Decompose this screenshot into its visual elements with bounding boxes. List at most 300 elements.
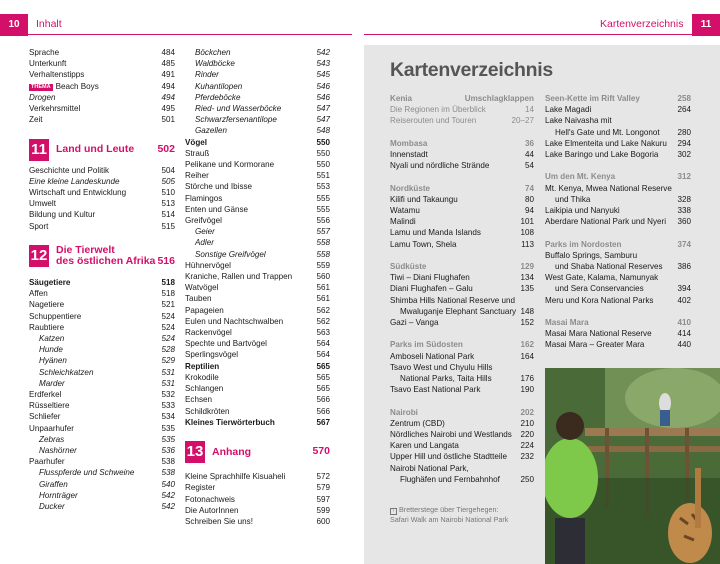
section-heading[interactable] <box>545 239 691 250</box>
toc-entry[interactable] <box>29 209 175 220</box>
toc-entry[interactable] <box>545 205 691 216</box>
arrow-icon: › <box>390 508 397 515</box>
entry-page: 542 <box>316 48 330 57</box>
entry-title <box>390 205 521 216</box>
entry-page: 20–27 <box>511 116 534 126</box>
entry-text: Masai Mara National Reserve <box>545 329 652 339</box>
toc-entry[interactable] <box>185 170 330 181</box>
toc-entry[interactable] <box>185 114 330 125</box>
entry-text: Eulen und Nachtschwalben <box>185 316 284 326</box>
entry-page: 202 <box>520 407 534 417</box>
toc-entry[interactable] <box>545 115 691 126</box>
entry-title <box>29 299 157 310</box>
entry-text: Fotonachweis <box>185 494 235 504</box>
entry-page: 74 <box>524 183 534 193</box>
entry-title <box>545 239 673 250</box>
entry-page: 258 <box>677 94 691 103</box>
entry-page: 566 <box>316 395 330 405</box>
entry-page: 528 <box>161 345 175 355</box>
entry-text: Sperlingsvögel <box>185 350 239 360</box>
entry-text: Lamu Town, Shela <box>390 239 457 249</box>
entry-text: Katzen <box>39 334 65 344</box>
toc-entry[interactable] <box>390 306 534 317</box>
entry-title <box>29 479 157 490</box>
entry-text: Umwelt <box>29 199 56 209</box>
entry-page: 491 <box>161 70 175 80</box>
toc-entry[interactable] <box>390 295 534 306</box>
toc-entry[interactable] <box>29 344 175 355</box>
entry-title <box>185 92 312 103</box>
entry-page: 402 <box>677 295 691 305</box>
entry-title <box>545 261 673 272</box>
entry-text: Südküste <box>390 262 427 271</box>
entry-text: Masai Mara <box>545 318 589 328</box>
toc-entry[interactable] <box>29 467 175 478</box>
toc-entry[interactable] <box>545 216 691 227</box>
toc-entry[interactable] <box>29 165 175 176</box>
toc-entry[interactable] <box>29 187 175 198</box>
entry-page: 494 <box>161 92 175 102</box>
toc-entry[interactable] <box>185 282 330 293</box>
entry-text: Vögel <box>185 137 208 147</box>
chapter-11-heading[interactable] <box>29 139 175 161</box>
toc-entry[interactable] <box>185 394 330 405</box>
entry-text: und Thika <box>555 194 591 204</box>
toc-entry[interactable] <box>185 349 330 360</box>
entry-page: 599 <box>316 505 330 515</box>
entry-text: Waldböcke <box>195 59 235 69</box>
entry-text: Hornträger <box>39 490 78 500</box>
toc-entry[interactable] <box>29 434 175 445</box>
toc-entry[interactable] <box>29 322 175 333</box>
toc-entry[interactable] <box>185 372 330 383</box>
chapter-number: 13 <box>185 441 205 463</box>
entry-title <box>390 115 507 126</box>
entry-title <box>29 114 157 125</box>
entry-text: Kleine Sprachhilfe Kisuaheli <box>185 472 286 482</box>
toc-entry[interactable] <box>390 451 534 462</box>
entry-text: Kuhantilopen <box>195 81 243 91</box>
toc-entry[interactable] <box>545 149 691 160</box>
toc-entry[interactable] <box>29 176 175 187</box>
entry-text: Tauben <box>185 294 212 304</box>
entry-text: Krokodile <box>185 372 219 382</box>
caption-line-2: Safari Walk am Nairobi National Park <box>390 515 509 524</box>
entry-text: Tsavo West und Chyulu Hills <box>390 362 493 372</box>
entry-page: 557 <box>316 227 330 237</box>
entry-text: Gazellen <box>195 126 227 136</box>
entry-page: 518 <box>161 289 175 299</box>
photo-illustration <box>545 368 720 564</box>
entry-page: 485 <box>161 59 175 69</box>
entry-title <box>29 69 157 80</box>
entry-text: Kilifi und Takaungu <box>390 194 458 204</box>
toc-entry[interactable] <box>29 355 175 366</box>
entry-page: 540 <box>161 479 175 489</box>
toc-entry[interactable] <box>185 327 330 338</box>
toc-entry[interactable] <box>185 494 330 505</box>
entry-title <box>185 338 312 349</box>
toc-entry[interactable] <box>545 104 691 115</box>
entry-title <box>390 183 521 194</box>
entry-title <box>545 183 687 194</box>
entry-page: 394 <box>677 284 691 294</box>
toc-entry[interactable] <box>185 226 330 237</box>
entry-text: Lamu und Manda Islands <box>390 228 481 238</box>
entry-text: Hyänen <box>39 356 67 366</box>
section-heading[interactable] <box>545 93 691 104</box>
toc-entry[interactable] <box>390 239 534 250</box>
entry-page: 440 <box>677 340 691 350</box>
toc-entry[interactable] <box>185 316 330 327</box>
entry-page: 572 <box>316 472 330 482</box>
entry-text: Reiher <box>185 171 209 181</box>
toc-entry[interactable] <box>545 339 691 350</box>
entry-text: Paarhufer <box>29 457 65 467</box>
entry-title <box>29 81 157 92</box>
toc-entry[interactable] <box>545 261 691 272</box>
toc-entry[interactable] <box>390 362 534 373</box>
toc-entry[interactable] <box>390 474 534 485</box>
entry-text: Enten und Gänse <box>185 204 248 214</box>
toc-entry[interactable] <box>390 160 534 171</box>
toc-entry[interactable] <box>390 429 534 440</box>
entry-page: 44 <box>524 150 534 159</box>
toc-entry[interactable] <box>185 482 330 493</box>
entry-text: Karen und Langata <box>390 441 459 451</box>
entry-title <box>185 282 312 293</box>
entry-text: Hell's Gate und Mt. Longonot <box>555 127 660 137</box>
toc-entry[interactable] <box>545 283 691 294</box>
entry-page: 566 <box>316 406 330 416</box>
toc-entry[interactable] <box>545 295 691 306</box>
entry-title <box>545 250 687 261</box>
entry-text: Ducker <box>39 502 65 512</box>
toc-entry[interactable] <box>390 205 534 216</box>
entry-title <box>545 127 673 138</box>
chapter-page: 570 <box>312 445 330 458</box>
entry-title <box>390 149 521 160</box>
toc-entry[interactable] <box>29 378 175 389</box>
entry-page: 555 <box>316 193 330 203</box>
entry-text: Böckchen <box>195 48 231 57</box>
toc-entry[interactable] <box>185 81 330 92</box>
toc-entry[interactable] <box>29 456 175 467</box>
entry-title <box>390 239 517 250</box>
entry-text: und Shaba National Reserves <box>555 262 663 272</box>
entry-page: 113 <box>521 239 534 249</box>
toc-entry[interactable] <box>185 69 330 80</box>
entry-title <box>545 295 673 306</box>
entry-text: Lake Baringo und Lake Bogoria <box>545 150 659 160</box>
section-heading[interactable] <box>390 93 534 104</box>
entry-page: 535 <box>161 423 175 433</box>
entry-text: Hühnervögel <box>185 260 231 270</box>
entry-page: 515 <box>161 221 175 231</box>
entry-title <box>29 490 157 501</box>
entry-page: 553 <box>316 182 330 192</box>
entry-page: 551 <box>316 171 330 181</box>
entry-title <box>185 305 312 316</box>
entry-page: 561 <box>316 294 330 304</box>
toc-entry[interactable] <box>185 249 330 260</box>
entry-title <box>545 205 673 216</box>
entry-page: 338 <box>677 206 691 216</box>
entry-title <box>29 176 157 187</box>
toc-entry[interactable] <box>185 125 330 136</box>
entry-title <box>185 81 312 92</box>
toc-entry[interactable] <box>29 311 175 322</box>
entry-page: 550 <box>316 160 330 170</box>
toc-entry[interactable] <box>545 127 691 138</box>
entry-text: Kraniche, Rallen und Trappen <box>185 272 293 282</box>
entry-text: Pelikane und Kormorane <box>185 160 275 170</box>
entry-text: Mt. Kenya, Mwea National Reserve <box>545 183 672 193</box>
entry-title <box>29 423 157 434</box>
toc-entry[interactable] <box>29 479 175 490</box>
toc-entry[interactable] <box>29 69 175 80</box>
toc-entry[interactable] <box>29 501 175 512</box>
entry-text: Echsen <box>185 395 212 405</box>
toc-entry[interactable] <box>545 194 691 205</box>
entry-text: Parks im Südosten <box>390 340 463 350</box>
entry-page: 550 <box>316 148 330 158</box>
entry-page: 564 <box>316 339 330 349</box>
entry-title <box>29 445 157 456</box>
entry-page: 414 <box>677 329 691 339</box>
section-heading[interactable] <box>390 339 534 350</box>
entry-title <box>185 114 312 125</box>
toc-entry[interactable] <box>29 423 175 434</box>
entry-text: Reptilien <box>185 361 220 371</box>
entry-text: Nördliches Nairobi und Westlands <box>390 430 512 440</box>
entry-title <box>185 417 312 428</box>
entry-title <box>185 316 312 327</box>
toc-entry[interactable] <box>29 333 175 344</box>
entry-page: 360 <box>677 217 691 227</box>
running-header-right: Kartenverzeichnis <box>600 18 684 30</box>
entry-title <box>185 237 312 248</box>
section-heading[interactable] <box>545 171 691 182</box>
entry-title <box>390 138 521 149</box>
entry-text: Störche und Ibisse <box>185 182 253 192</box>
toc-entry[interactable] <box>29 114 175 125</box>
entry-text: Mombasa <box>390 138 428 148</box>
toc-entry[interactable] <box>185 260 330 271</box>
entry-page: 531 <box>161 378 175 388</box>
toc-entry[interactable] <box>185 58 330 69</box>
toc-entry[interactable] <box>185 305 330 316</box>
toc-entry[interactable] <box>390 351 534 362</box>
entry-page: 129 <box>520 262 534 271</box>
entry-title <box>29 378 157 389</box>
toc-entry[interactable] <box>29 58 175 69</box>
entry-title <box>390 339 516 350</box>
chapter-number: 12 <box>29 245 49 267</box>
entry-title <box>185 226 312 237</box>
toc-entry[interactable] <box>185 204 330 215</box>
toc-entry[interactable] <box>29 103 175 114</box>
entry-text: Beach Boys <box>55 81 99 91</box>
toc-entry[interactable] <box>390 463 534 474</box>
toc-entry[interactable] <box>29 277 175 288</box>
toc-entry[interactable] <box>185 471 330 482</box>
chapter-12-heading[interactable] <box>29 245 175 267</box>
header-rule-left <box>0 34 352 35</box>
entry-page: 176 <box>520 374 534 384</box>
chapter-title-line-1: Die Tierwelt <box>56 244 115 257</box>
entry-title <box>185 204 312 215</box>
toc-entry[interactable] <box>29 490 175 501</box>
toc-entry[interactable] <box>390 384 534 395</box>
entry-title <box>185 58 312 69</box>
toc-entry[interactable] <box>390 272 534 283</box>
toc-entry[interactable] <box>390 115 534 126</box>
spacer <box>390 250 534 261</box>
section-heading[interactable] <box>390 183 534 194</box>
entry-page: 562 <box>316 305 330 315</box>
entry-page: 524 <box>161 311 175 321</box>
toc-entry[interactable] <box>390 283 534 294</box>
toc-entry[interactable] <box>29 47 175 58</box>
toc-entry[interactable] <box>185 159 330 170</box>
toc-entry[interactable] <box>390 216 534 227</box>
entry-text: Säugetiere <box>29 278 71 288</box>
toc-entry[interactable] <box>185 181 330 192</box>
toc-entry[interactable] <box>29 221 175 232</box>
toc-entry[interactable] <box>185 338 330 349</box>
spacer <box>545 160 691 171</box>
entry-title <box>29 209 157 220</box>
caption-line-1: Bretterstege über Tiergehegen: <box>399 505 499 514</box>
page-title: Kartenverzeichnis <box>390 59 553 81</box>
entry-text: Raubtiere <box>29 322 65 332</box>
entry-title <box>29 103 157 114</box>
toc-entry[interactable] <box>545 272 691 283</box>
map-list-column-2 <box>545 93 691 351</box>
toc-entry[interactable] <box>185 406 330 417</box>
toc-entry[interactable] <box>390 418 534 429</box>
toc-entry[interactable] <box>29 92 175 103</box>
entry-text: Flughäfen und Fernbahnhof <box>400 474 500 484</box>
toc-entry[interactable] <box>390 227 534 238</box>
toc-column-2 <box>185 47 330 527</box>
toc-entry[interactable] <box>185 361 330 372</box>
page-number-right: 11 <box>692 14 720 36</box>
entry-text: Geier <box>195 227 215 237</box>
toc-entry[interactable] <box>390 373 534 384</box>
toc-entry[interactable] <box>185 505 330 516</box>
entry-text: Verhaltenstipps <box>29 70 85 80</box>
entry-title <box>185 215 312 226</box>
entry-text: Kleines Tierwörterbuch <box>185 417 275 427</box>
toc-entry[interactable] <box>185 237 330 248</box>
entry-page: 504 <box>161 165 175 175</box>
toc-entry[interactable] <box>29 411 175 422</box>
toc-entry[interactable] <box>545 328 691 339</box>
spacer <box>390 328 534 339</box>
toc-entry[interactable] <box>545 250 691 261</box>
entry-title <box>545 171 673 182</box>
toc-entry[interactable] <box>390 440 534 451</box>
section-heading[interactable] <box>545 317 691 328</box>
toc-entry[interactable] <box>29 299 175 310</box>
entry-page: 550 <box>316 137 330 147</box>
toc-entry[interactable] <box>185 516 330 527</box>
toc-entry[interactable] <box>185 271 330 282</box>
toc-entry[interactable] <box>390 317 534 328</box>
entry-page: 54 <box>524 161 534 171</box>
entry-page: 543 <box>316 59 330 69</box>
toc-entry[interactable] <box>29 445 175 456</box>
toc-entry[interactable] <box>185 148 330 159</box>
section-heading[interactable] <box>390 407 534 418</box>
entry-title <box>390 261 516 272</box>
toc-entry[interactable] <box>545 138 691 149</box>
entry-title <box>545 194 673 205</box>
toc-entry[interactable] <box>185 47 330 58</box>
toc-entry[interactable] <box>390 149 534 160</box>
chapter-title <box>56 245 157 267</box>
thema-badge: THEMA <box>31 83 51 90</box>
section-heading[interactable] <box>390 138 534 149</box>
toc-entry[interactable] <box>390 194 534 205</box>
toc-entry[interactable] <box>185 92 330 103</box>
toc-entry[interactable] <box>185 293 330 304</box>
toc-entry[interactable] <box>185 383 330 394</box>
entry-title <box>390 407 516 418</box>
toc-entry[interactable] <box>29 389 175 400</box>
entry-page: 559 <box>316 260 330 270</box>
entry-text: Strauß <box>185 148 210 158</box>
toc-entry[interactable] <box>185 137 330 148</box>
entry-title <box>29 501 157 512</box>
entry-page: 536 <box>161 446 175 456</box>
entry-text: Meru und Kora National Parks <box>545 295 654 305</box>
entry-title <box>390 283 516 294</box>
toc-entry[interactable] <box>29 198 175 209</box>
toc-entry[interactable] <box>29 288 175 299</box>
entry-text: Upper Hill und östliche Stadtteile <box>390 452 507 462</box>
chapter-13-heading[interactable] <box>185 441 330 463</box>
toc-entry[interactable] <box>185 193 330 204</box>
entry-title <box>185 516 312 527</box>
entry-page: 101 <box>520 217 534 227</box>
toc-entry[interactable] <box>545 183 691 194</box>
toc-entry[interactable] <box>29 400 175 411</box>
entry-title <box>29 311 157 322</box>
chapter-title: Anhang <box>212 445 252 458</box>
toc-entry[interactable] <box>29 367 175 378</box>
entry-text: Adler <box>195 238 214 248</box>
toc-entry[interactable] <box>390 104 534 115</box>
entry-text: Schuppentiere <box>29 311 82 321</box>
entry-text: Schlangen <box>185 384 224 394</box>
toc-entry[interactable] <box>29 81 175 92</box>
section-heading[interactable] <box>390 261 534 272</box>
entry-text: Nashörner <box>39 446 77 456</box>
entry-page: 495 <box>161 104 175 114</box>
toc-entry[interactable] <box>185 103 330 114</box>
entry-title <box>185 69 312 80</box>
toc-entry[interactable] <box>185 417 330 428</box>
entry-page: 501 <box>161 115 175 125</box>
toc-entry[interactable] <box>185 215 330 226</box>
entry-page: 374 <box>677 239 691 249</box>
entry-page: 294 <box>677 138 691 148</box>
entry-text: Rackenvögel <box>185 328 232 338</box>
entry-text: Malindi <box>390 217 416 227</box>
